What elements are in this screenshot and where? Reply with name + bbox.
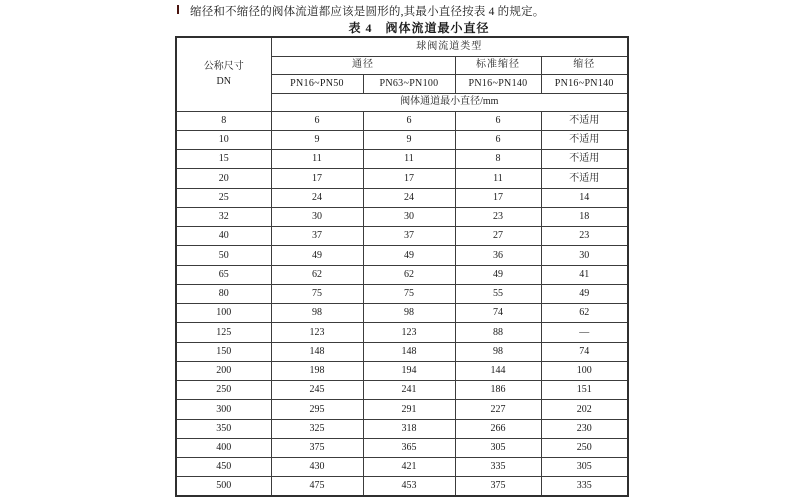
- cell-dn: 350: [176, 419, 271, 438]
- cell-dn: 50: [176, 246, 271, 265]
- cell-diameter-value: 475: [271, 477, 363, 496]
- cell-diameter-value: 55: [455, 284, 541, 303]
- cell-diameter-value: 11: [271, 150, 363, 169]
- cell-dn: 200: [176, 361, 271, 380]
- table-row: [176, 477, 628, 496]
- cell-diameter-value: 30: [541, 246, 628, 265]
- cell-diameter-value: 8: [455, 150, 541, 169]
- cell-diameter-value: 227: [455, 400, 541, 419]
- cell-diameter-value: 202: [541, 400, 628, 419]
- cell-diameter-value: 6: [363, 111, 455, 130]
- cell-dn: 100: [176, 304, 271, 323]
- table-row: [176, 361, 628, 380]
- cell-dn: 300: [176, 400, 271, 419]
- cell-diameter-value: 375: [455, 477, 541, 496]
- cell-diameter-value: 17: [455, 188, 541, 207]
- cell-diameter-value: 62: [271, 265, 363, 284]
- cell-dn: 400: [176, 438, 271, 457]
- cell-diameter-value: 36: [455, 246, 541, 265]
- cell-diameter-value: 49: [271, 246, 363, 265]
- cell-diameter-value: 30: [363, 207, 455, 226]
- cell-diameter-value: 335: [541, 477, 628, 496]
- cell-diameter-value: 186: [455, 381, 541, 400]
- cell-dn: 40: [176, 227, 271, 246]
- table-row: [176, 323, 628, 342]
- cell-diameter-value: 41: [541, 265, 628, 284]
- table-row: [176, 265, 628, 284]
- cell-diameter-value: 151: [541, 381, 628, 400]
- cell-diameter-value: 6: [455, 130, 541, 149]
- header-standard-reduced-bore: 标准缩径: [455, 56, 541, 74]
- cell-diameter-value: 421: [363, 458, 455, 477]
- cell-diameter-value: 18: [541, 207, 628, 226]
- cell-dn: 32: [176, 207, 271, 226]
- cell-diameter-value: 305: [541, 458, 628, 477]
- table-row: [176, 169, 628, 188]
- cell-dn: 80: [176, 284, 271, 303]
- cell-diameter-value: 453: [363, 477, 455, 496]
- table-title: 表 4 阀体流道最小直径: [348, 21, 490, 35]
- header-reduced-bore: 缩径: [541, 56, 628, 74]
- cell-diameter-value: 88: [455, 323, 541, 342]
- cell-diameter-value: 9: [363, 130, 455, 149]
- cell-diameter-value: 98: [455, 342, 541, 361]
- cell-diameter-value: 49: [541, 284, 628, 303]
- cell-diameter-value: 325: [271, 419, 363, 438]
- table-row: [176, 227, 628, 246]
- table-row: [176, 419, 628, 438]
- cell-diameter-value: 98: [271, 304, 363, 323]
- intro-paragraph: 缩径和不缩径的阀体流道都应该是圆形的,其最小直径按表 4 的规定。: [190, 6, 545, 18]
- table-row: [176, 246, 628, 265]
- cell-diameter-value: 49: [455, 265, 541, 284]
- cell-diameter-value: 24: [363, 188, 455, 207]
- cell-diameter-value: 318: [363, 419, 455, 438]
- cell-diameter-value: 不适用: [541, 111, 628, 130]
- cell-dn: 125: [176, 323, 271, 342]
- header-dn: [176, 37, 271, 111]
- header-pn-range-3: PN16~PN140: [455, 74, 541, 93]
- header-pn-range-2: PN63~PN100: [363, 74, 455, 93]
- cell-dn: 20: [176, 169, 271, 188]
- cell-diameter-value: 11: [455, 169, 541, 188]
- table-row: [176, 342, 628, 361]
- cell-diameter-value: 6: [271, 111, 363, 130]
- table-row: [176, 284, 628, 303]
- cell-diameter-value: 245: [271, 381, 363, 400]
- cell-diameter-value: 24: [271, 188, 363, 207]
- scan-artifact-mark: [177, 5, 179, 14]
- cell-diameter-value: 不适用: [541, 150, 628, 169]
- cell-dn: 500: [176, 477, 271, 496]
- table-row: [176, 381, 628, 400]
- table-row: [176, 130, 628, 149]
- header-full-bore: 通径: [271, 56, 455, 74]
- cell-diameter-value: 不适用: [541, 130, 628, 149]
- header-row-type: [176, 37, 628, 56]
- cell-dn: 250: [176, 381, 271, 400]
- header-pn-range-1: PN16~PN50: [271, 74, 363, 93]
- cell-dn: 25: [176, 188, 271, 207]
- cell-diameter-value: 198: [271, 361, 363, 380]
- cell-diameter-value: 241: [363, 381, 455, 400]
- cell-diameter-value: 23: [541, 227, 628, 246]
- cell-diameter-value: 375: [271, 438, 363, 457]
- cell-diameter-value: 123: [363, 323, 455, 342]
- cell-diameter-value: 11: [363, 150, 455, 169]
- table-body: [176, 111, 628, 496]
- table-row: [176, 458, 628, 477]
- cell-diameter-value: 266: [455, 419, 541, 438]
- cell-dn: 10: [176, 130, 271, 149]
- cell-diameter-value: 17: [363, 169, 455, 188]
- table-row: [176, 207, 628, 226]
- cell-diameter-value: 100: [541, 361, 628, 380]
- cell-diameter-value: 14: [541, 188, 628, 207]
- cell-diameter-value: 62: [541, 304, 628, 323]
- table-row: [176, 304, 628, 323]
- header-min-diameter: 阀体通道最小直径/mm: [271, 93, 628, 111]
- cell-diameter-value: 62: [363, 265, 455, 284]
- cell-dn: 8: [176, 111, 271, 130]
- cell-diameter-value: —: [541, 323, 628, 342]
- cell-diameter-value: 17: [271, 169, 363, 188]
- table-row: [176, 400, 628, 419]
- cell-diameter-value: 291: [363, 400, 455, 419]
- cell-diameter-value: 365: [363, 438, 455, 457]
- cell-diameter-value: 295: [271, 400, 363, 419]
- cell-diameter-value: 148: [363, 342, 455, 361]
- cell-diameter-value: 75: [271, 284, 363, 303]
- cell-diameter-value: 305: [455, 438, 541, 457]
- cell-dn: 65: [176, 265, 271, 284]
- cell-diameter-value: 37: [271, 227, 363, 246]
- cell-diameter-value: 49: [363, 246, 455, 265]
- cell-diameter-value: 23: [455, 207, 541, 226]
- header-dn-sub-label: DN: [216, 75, 231, 87]
- min-diameter-table: [175, 36, 629, 497]
- table-row: [176, 111, 628, 130]
- table-row: [176, 150, 628, 169]
- cell-diameter-value: 6: [455, 111, 541, 130]
- cell-diameter-value: 98: [363, 304, 455, 323]
- cell-diameter-value: 不适用: [541, 169, 628, 188]
- header-flow-type: 球阀流道类型: [271, 37, 628, 56]
- cell-diameter-value: 27: [455, 227, 541, 246]
- cell-diameter-value: 123: [271, 323, 363, 342]
- cell-diameter-value: 9: [271, 130, 363, 149]
- cell-diameter-value: 30: [271, 207, 363, 226]
- table-row: [176, 188, 628, 207]
- cell-diameter-value: 74: [541, 342, 628, 361]
- header-pn-range-4: PN16~PN140: [541, 74, 628, 93]
- cell-diameter-value: 148: [271, 342, 363, 361]
- cell-diameter-value: 230: [541, 419, 628, 438]
- cell-diameter-value: 37: [363, 227, 455, 246]
- cell-dn: 15: [176, 150, 271, 169]
- cell-diameter-value: 194: [363, 361, 455, 380]
- header-dn-label: 公称尺寸: [203, 61, 244, 73]
- cell-diameter-value: 250: [541, 438, 628, 457]
- table-header: [176, 37, 628, 111]
- cell-diameter-value: 144: [455, 361, 541, 380]
- cell-diameter-value: 74: [455, 304, 541, 323]
- cell-dn: 450: [176, 458, 271, 477]
- table-row: [176, 438, 628, 457]
- cell-diameter-value: 430: [271, 458, 363, 477]
- cell-diameter-value: 75: [363, 284, 455, 303]
- cell-dn: 150: [176, 342, 271, 361]
- cell-diameter-value: 335: [455, 458, 541, 477]
